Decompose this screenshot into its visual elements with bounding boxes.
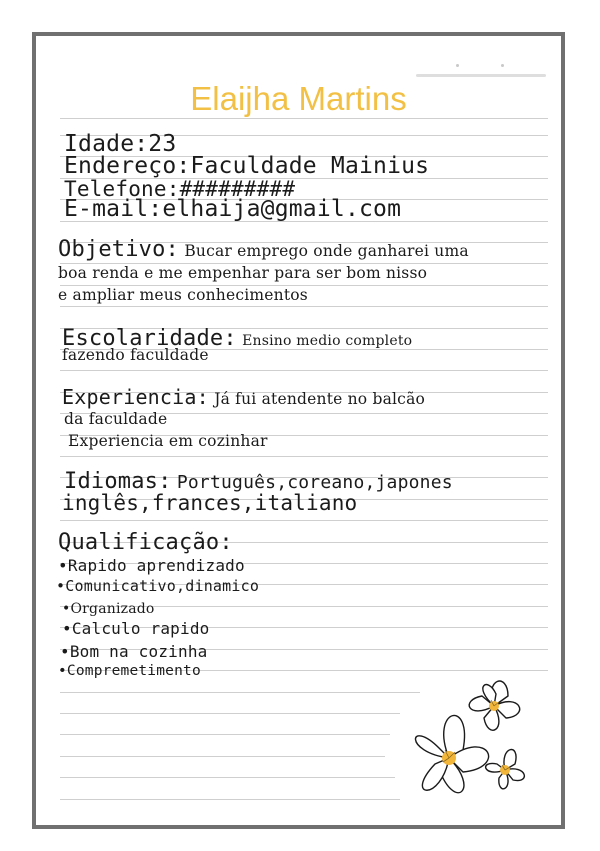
experience-line: [62, 385, 425, 409]
experience-text: da faculdade: [64, 410, 168, 428]
experience-heading: Experiencia:: [62, 385, 209, 409]
resume-name: Elaijha Martins: [190, 80, 407, 117]
education-text: Ensino medio completo: [242, 333, 413, 349]
address-line: Endereço:Faculdade Mainius: [64, 153, 430, 179]
objective-text: boa renda e me empenhar para ser bom nisso: [58, 264, 428, 282]
paper-dot: [501, 64, 504, 67]
ruled-line: [60, 734, 390, 735]
qualification-item: •Bom na cozinha: [60, 642, 208, 661]
ruled-line: [60, 692, 420, 693]
experience-text: Experiencia em cozinhar: [68, 432, 268, 450]
ruled-line: [60, 370, 548, 371]
email-line: E-mail:elhaija@gmail.com: [64, 196, 402, 222]
ruled-line: [60, 306, 548, 307]
ruled-line: [60, 520, 548, 521]
paper-dot: [456, 64, 459, 67]
paper-tab: [416, 74, 546, 77]
qualification-item: •Comunicativo,dinamico: [56, 577, 260, 595]
ruled-line: [60, 456, 548, 457]
age-line: Idade:23: [64, 131, 177, 157]
qualification-item: •Rapido aprendizado: [58, 556, 245, 575]
languages-text: Português,coreano,japones: [176, 472, 453, 493]
ruled-line: [60, 799, 400, 800]
ruled-line: [60, 713, 400, 714]
ruled-line: [60, 118, 548, 119]
qualification-item: •Calculo rapido: [62, 619, 210, 638]
education-heading: Escolaridade:: [62, 326, 237, 351]
qualification-item: •Organizado: [62, 601, 155, 617]
experience-text: Já fui atendente no balcão: [214, 390, 426, 408]
resume-paper: [32, 32, 565, 829]
education-text: fazendo faculdade: [62, 346, 209, 364]
objective-heading: Objetivo:: [58, 237, 180, 262]
objective-text: Bucar emprego onde ganharei uma: [184, 242, 469, 260]
languages-heading: Idiomas:: [64, 469, 172, 494]
ruled-line: [60, 756, 385, 757]
ruled-line: [60, 777, 395, 778]
objective-text: e ampliar meus conhecimentos: [58, 286, 308, 304]
qualification-item: •Compremetimento: [58, 663, 201, 679]
languages-text: inglês,frances,italiano: [62, 491, 358, 515]
objective-line: [58, 237, 469, 262]
phone-line: Telefone:#########: [64, 177, 296, 201]
qualifications-heading: Qualificação:: [58, 530, 233, 555]
flower-doodle-icon: [391, 658, 541, 808]
